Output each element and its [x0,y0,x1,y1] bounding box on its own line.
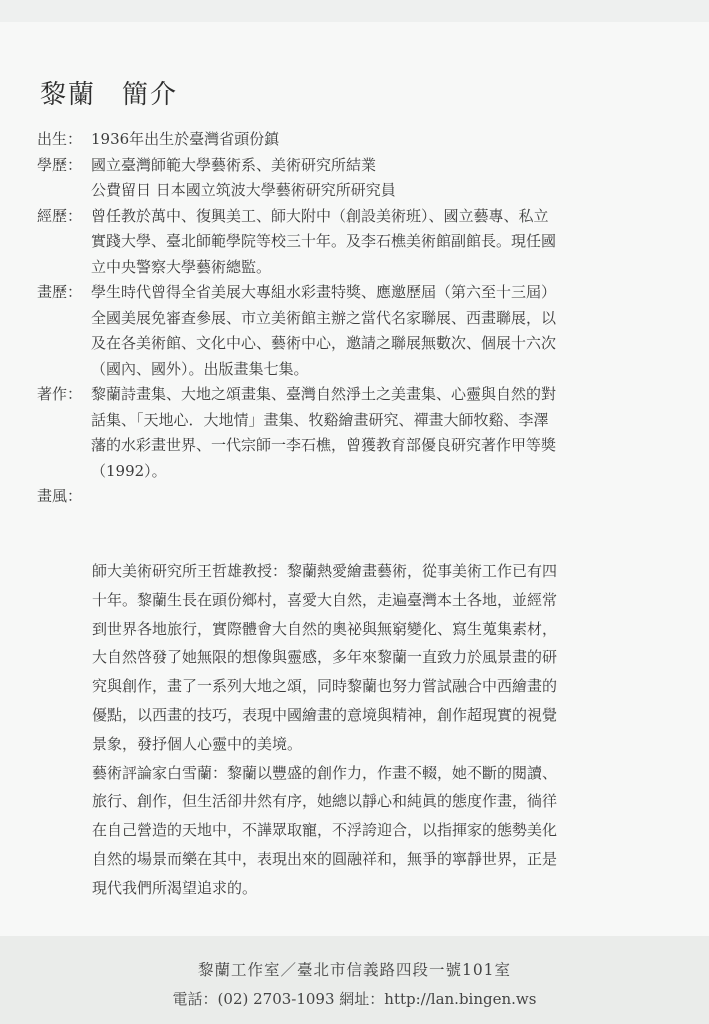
painting-style-commentary [92,557,662,903]
style-paragraph-line: 旅行、創作，但生活卻井然有序，她總以靜心和純眞的態度作畫，徜徉 [92,792,558,811]
bio-entry [37,204,657,281]
bio-entry-text [91,153,651,204]
bio-entry-line: 國立臺灣師範大學藝術系、美術研究所結業 [91,155,377,174]
style-paragraph-line: 優點，以西畫的技巧，表現中國繪畫的意境與精神，創作超現實的視覺 [92,705,558,724]
bio-entry-line: 話集、「天地心．大地情」畫集、牧谿繪畫研究、禪畫大師牧谿、李澤 [91,410,549,429]
style-paragraph-line: 究與創作，畫了一系列大地之頌，同時黎蘭也努力嘗試融合中西繪畫的 [92,677,558,696]
footer-contact: 電話：(02) 2703-1093 網址：http://lan.bingen.ws [172,990,537,1008]
bio-entry-line: 公費留日 日本國立筑波大學藝術研究所研究員 [91,181,396,199]
style-paragraph-line: 十年。黎蘭生長在頭份鄉村，喜愛大自然，走遍臺灣本土各地，並經常 [92,590,558,609]
style-paragraph-line: 到世界各地旅行，實際體會大自然的奧祕與無窮變化、寫生蒐集素材， [92,619,558,638]
bio-entry [37,280,657,382]
bio-entry-line: 藩的水彩畫世界、一代宗師一李石樵，曾獲教育部優良研究著作甲等獎 [91,436,557,454]
bio-entry-line: 立中央警察大學藝術總監。 [91,257,272,276]
bio-entry-line: 全國美展免審查參展、市立美術館主辦之當代名家聯展、西畫聯展，以 [91,308,557,327]
footer-studio-address: 黎蘭工作室／臺北市信義路四段一號101室 [197,961,512,979]
bio-entry-line: 曾任教於萬中、復興美工、師大附中（創設美術班）、國立藝專、私立 [91,206,549,225]
style-paragraph [92,759,662,903]
bio-entry-label: 畫歷： [37,283,83,301]
style-paragraph-line: 景象，發抒個人心靈中的美境。 [92,734,303,753]
bio-entry-text [91,204,651,281]
bio-entry-text [91,280,651,382]
top-band [0,0,709,22]
style-paragraph-line: 師大美術研究所王哲雄教授：黎蘭熱愛繪畫藝術，從事美術工作已有四 [92,562,558,580]
biography-entries [37,127,657,510]
bio-entry-label: 經歷： [37,206,83,225]
bio-entry-line: （1992）。 [91,461,167,480]
bio-entry-line: 及在各美術館、文化中心、藝術中心，邀請之聯展無數次、個展十六次 [91,334,557,352]
bio-entry-label: 著作： [37,385,83,403]
footer [0,936,709,1024]
style-paragraph-line: 現代我們所渴望追求的。 [92,878,258,897]
bio-entry [37,484,657,510]
style-paragraph [92,557,662,759]
bio-entry-text [91,382,651,484]
page-title [40,74,178,111]
style-paragraph-line: 在自己營造的天地中，不譁眾取寵，不浮誇迎合，以指揮家的態勢美化 [92,821,558,840]
bio-entry-line: （國內、國外）。出版畫集七集。 [91,359,309,378]
bio-entry-label: 畫風： [37,487,83,505]
bio-entry-line: 黎蘭詩畫集、大地之頌畫集、臺灣自然淨土之美畫集、心靈與自然的對 [91,385,557,403]
bio-entry [37,127,657,153]
bio-entry-line: 實踐大學、臺北師範學院等校三十年。及李石樵美術館副館長。現任國 [91,232,557,250]
bio-entry-label: 學歷： [37,155,83,174]
style-paragraph-line: 藝術評論家白雪蘭：黎蘭以豐盛的創作力，作畫不輟，她不斷的閱讀、 [92,763,558,782]
style-paragraph-line: 自然的場景而樂在其中，表現出來的圓融祥和，無爭的寧靜世界，正是 [92,849,558,868]
style-paragraph-line: 大自然啓發了她無限的想像與靈感，多年來黎蘭一直致力於風景畫的研 [92,648,558,667]
bio-entry-line: 學生時代曾得全省美展大專組水彩畫特獎、應邀歷屆（第六至十三屆） [91,283,557,301]
bio-entry [37,382,657,484]
bio-entry-text [91,484,651,510]
title-name: 黎蘭 [40,80,97,110]
bio-entry [37,153,657,204]
title-subtitle: 簡介 [122,80,179,110]
bio-entry-text [91,127,651,153]
bio-entry-line: 1936年出生於臺灣省頭份鎮 [91,130,280,148]
bio-entry-label: 出生： [37,130,83,148]
